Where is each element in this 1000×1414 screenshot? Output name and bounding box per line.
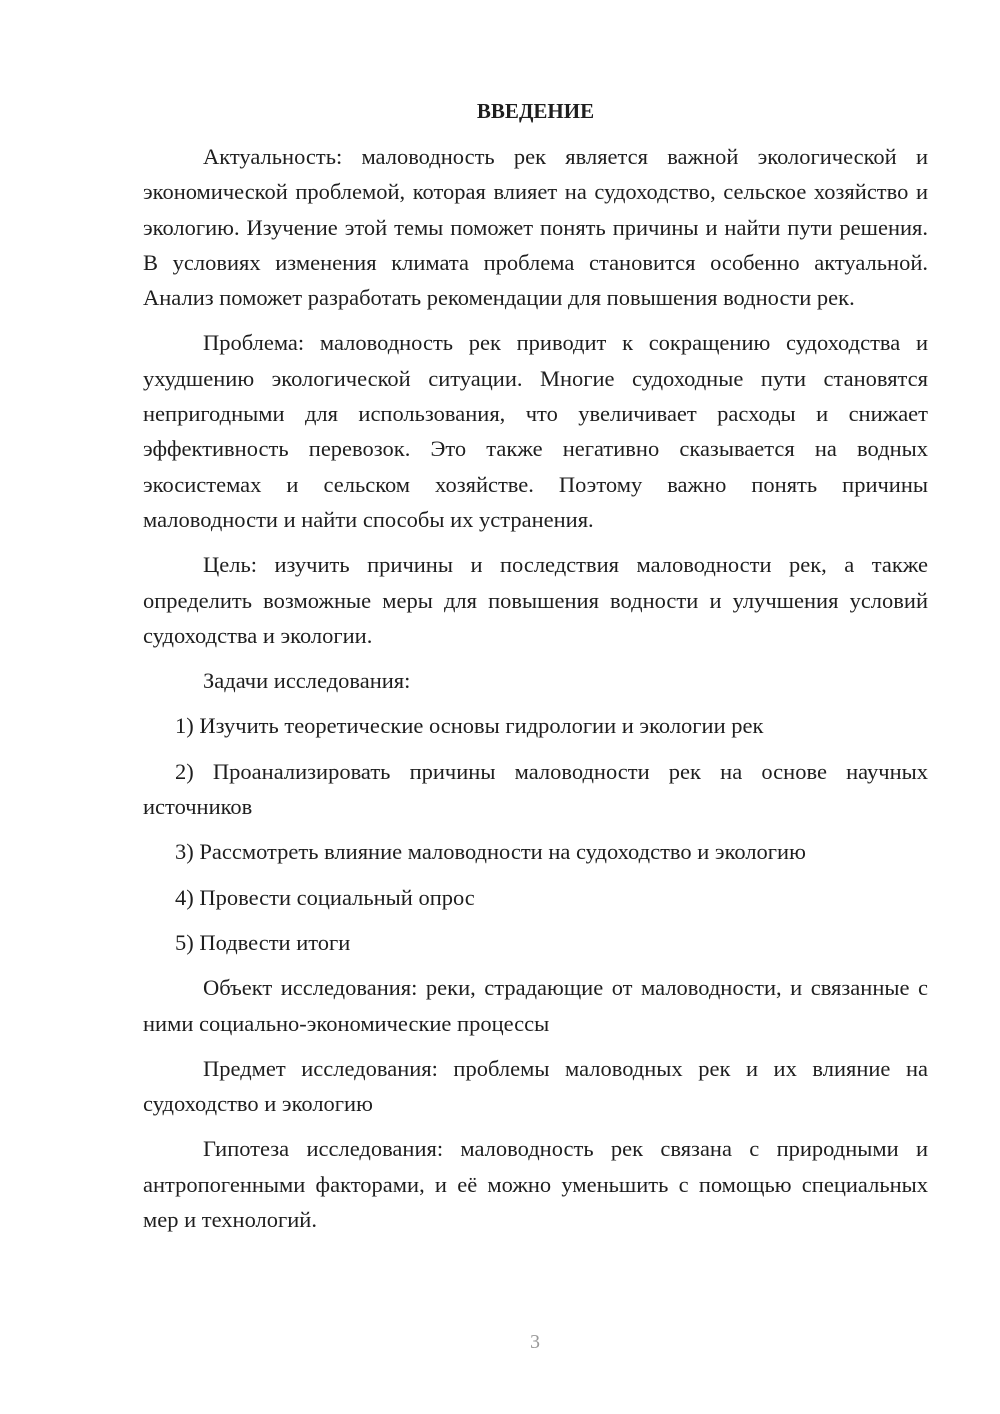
document-body [143, 94, 928, 1247]
hypothesis-paragraph: Гипотеза исследования: маловодность рек связана с природными и антропогенными факторами, и её можно уменьшить с помощью специальных мер и технологий. [143, 1136, 928, 1233]
page-number: 3 [530, 1331, 540, 1353]
task-item: 2) Проанализировать причины маловодности рек на основе научных источников [143, 758, 928, 820]
goal-paragraph: Цель: изучить причины и последствия маловодности рек, а также определить возможные меры для повышения водности и улучшения условий судоходства и экологии. [143, 552, 928, 648]
problem-paragraph: Проблема: маловодность рек приводит к сокращению судоходства и ухудшению экологической ситуации. Многие судоходные пути становятся непригодными для использования, что увеличивает расходы и снижает эффективность перевозок. Это также негативно сказывается на водных экосистемах и сельском хозяйстве. Поэтому важно понять причины маловодности и найти способы их устранения. [143, 330, 928, 532]
relevance-paragraph: Актуальность: маловодность рек является важной экологической и экономической проблемой, которая влияет на судоходство, сельское хозяйство и экологию. Изучение этой темы поможет понять причины и найти пути решения. В условиях изменения климата проблема становится особенно актуальной. Анализ поможет разработать рекомендации для повышения водности рек. [143, 144, 928, 311]
task-item: 1) Изучить теоретические основы гидрологии и экологии рек [175, 713, 764, 739]
object-paragraph: Объект исследования: реки, страдающие от маловодности, и связанные с ними социально-экономические процессы [143, 975, 928, 1036]
task-item: 3) Рассмотреть влияние маловодности на судоходство и экологию [175, 839, 806, 865]
task-item: 5) Подвести итоги [175, 929, 351, 955]
tasks-heading: Задачи исследования: [203, 668, 411, 694]
task-item: 4) Провести социальный опрос [175, 884, 475, 910]
page-title: ВВЕДЕНИЕ [476, 99, 595, 123]
subject-paragraph: Предмет исследования: проблемы маловодных рек и их влияние на судоходство и экологию [143, 1055, 928, 1117]
